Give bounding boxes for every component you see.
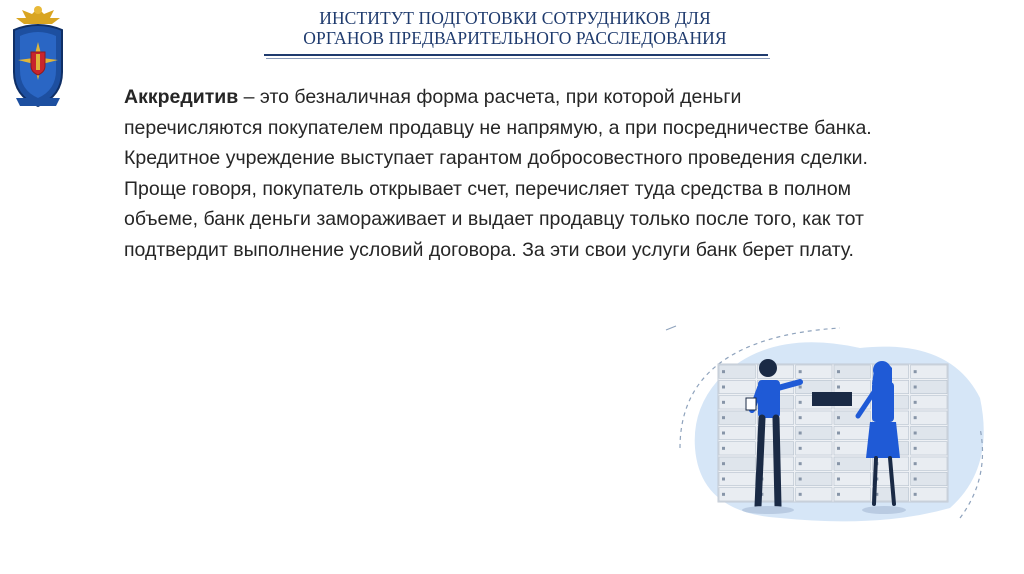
header-underline-thin [266,58,770,59]
deposit-box-keyhole [799,493,802,496]
deposit-box-keyhole [914,478,917,481]
deposit-box-keyhole [837,478,840,481]
deposit-box-keyhole [837,447,840,450]
deposit-box-keyhole [722,432,725,435]
deposit-box-keyhole [722,386,725,389]
deposit-box-keyhole [837,493,840,496]
deposit-box-keyhole [722,462,725,465]
deposit-box-keyhole [914,432,917,435]
deposit-box-keyhole [837,386,840,389]
header-line-1: ИНСТИТУТ ПОДГОТОВКИ СОТРУДНИКОВ ДЛЯ [319,8,711,28]
deposit-box-keyhole [914,386,917,389]
deposit-box-keyhole [799,432,802,435]
deposit-box-keyhole [837,432,840,435]
deposit-box-keyhole [837,416,840,419]
deposit-box-keyhole [722,478,725,481]
deposit-box-keyhole [914,370,917,373]
deposit-box-keyhole [722,447,725,450]
definition-term: Аккредитив [124,86,239,108]
deposit-box-keyhole [799,447,802,450]
definition-text: – это безналичная форма расчета, при которой деньги перечисляются покупателем продавцу не напрямую, а при посредничестве банка. Кредитное учреждение выступает гарантом добросовестного проведения сделки. Проще говоря, покупатель открывает счет, перечисляет туда средства в полном объеме, банк деньги замораживает и выдает продавцу только после того, как тот подтвердит выполнение условий договора. За эти свои услуги банк берет плату. [124,86,872,261]
deposit-box-keyhole [799,370,802,373]
institute-emblem [4,2,72,112]
deposit-box-keyhole [799,462,802,465]
deposit-box-keyhole [799,416,802,419]
deposit-box-keyhole [722,370,725,373]
deposit-box-keyhole [722,416,725,419]
institute-header [270,8,760,48]
deposit-box-keyhole [914,401,917,404]
header-underline [264,54,768,56]
deposit-box-keyhole [914,493,917,496]
deposit-box-keyhole [799,386,802,389]
deposit-box-keyhole [837,370,840,373]
header-line-2: ОРГАНОВ ПРЕДВАРИТЕЛЬНОГО РАССЛЕДОВАНИЯ [303,28,727,48]
deposit-box-keyhole [722,493,725,496]
deposit-boxes-wall [718,364,948,502]
bank-boxes-illustration [660,318,990,528]
definition-paragraph [124,82,884,266]
deposit-box-keyhole [914,447,917,450]
deposit-box-keyhole [837,462,840,465]
deposit-box-keyhole [799,478,802,481]
deposit-box-keyhole [722,401,725,404]
deposit-box-keyhole [914,462,917,465]
deposit-box-keyhole [914,416,917,419]
deposit-box-keyhole [799,401,802,404]
